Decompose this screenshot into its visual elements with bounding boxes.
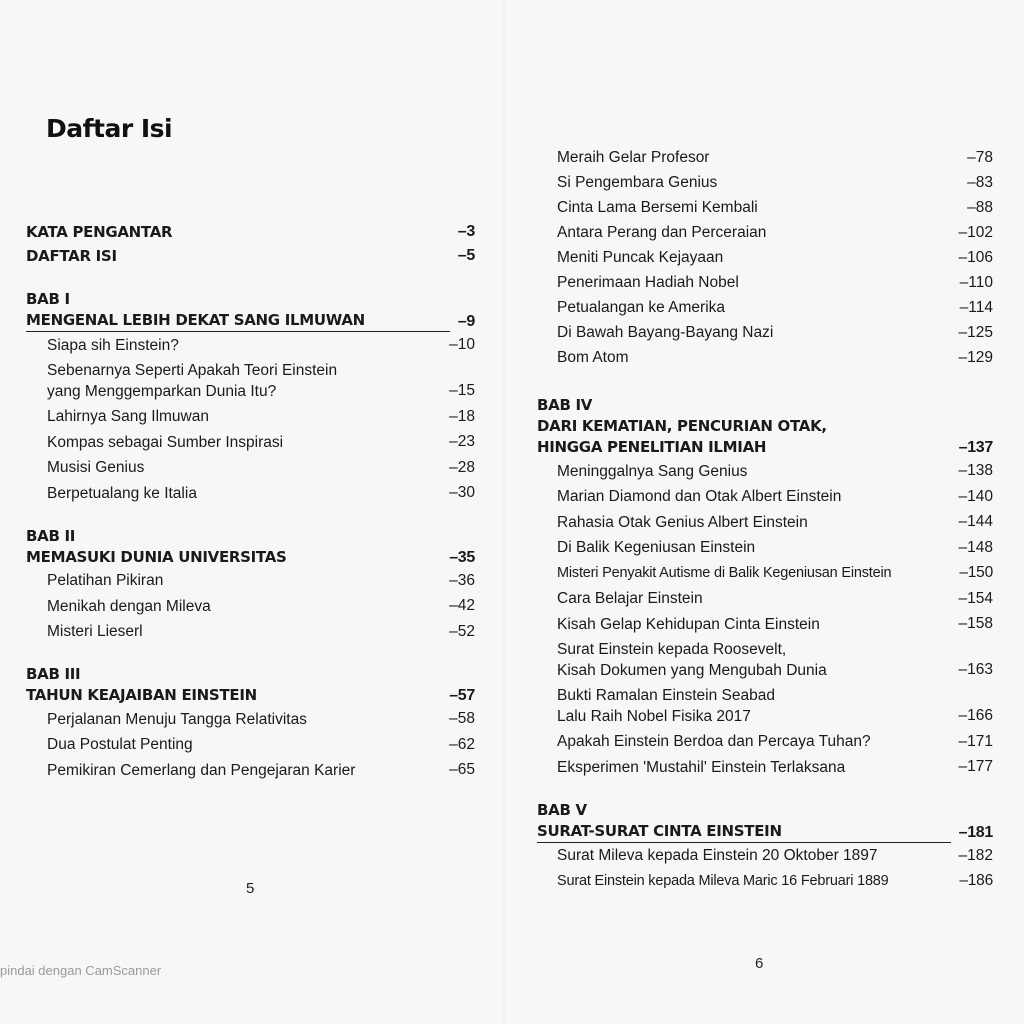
toc-item-label: Bom Atom (557, 349, 629, 366)
chapter-title-page: –9 (457, 313, 475, 330)
toc-item-page: –177 (958, 758, 993, 775)
scanner-watermark: pindai dengan CamScanner (0, 963, 162, 978)
page-number: 5 (246, 880, 255, 897)
toc-item-label: Apakah Einstein Berdoa dan Percaya Tuhan? (557, 733, 871, 750)
toc-item (26, 404, 475, 430)
chapter-number: BAB II (26, 526, 76, 545)
page-title: Daftar Isi (46, 114, 173, 143)
toc-item-page: –158 (958, 615, 993, 632)
toc-item-page: –144 (958, 513, 993, 530)
toc-item-page: –186 (959, 872, 993, 889)
toc-item-page: –182 (958, 846, 993, 864)
chapter-number: BAB I (26, 290, 70, 308)
toc-item (537, 220, 993, 245)
toc-item (537, 586, 993, 612)
right-page (505, 0, 1024, 1024)
chapter-number: BAB III (26, 665, 81, 683)
toc-item-page: –166 (958, 707, 993, 724)
chapter-title-label: MEMASUKI DUNIA UNIVERSITAS (26, 547, 287, 566)
chapter-title (26, 685, 475, 706)
toc-item (537, 535, 993, 561)
toc-item (26, 455, 475, 481)
toc-item-label: Marian Diamond dan Otak Albert Einstein (557, 488, 842, 505)
chapter-title-page: –137 (958, 439, 993, 456)
toc-item-label: Lahirnya Sang Ilmuwan (47, 408, 209, 425)
toc-item (537, 145, 993, 170)
toc-item-label: Surat Einstein kepada Roosevelt, Kisah Dokumen yang Mengubah Dunia (557, 640, 827, 679)
toc-item-page: –129 (958, 349, 993, 366)
toc-item (26, 568, 475, 594)
toc-entry-page: –3 (457, 223, 475, 240)
toc-front-entry (26, 220, 475, 244)
chapter-block (26, 663, 475, 783)
toc-item-page: –125 (958, 324, 993, 341)
toc-item-page: –163 (958, 661, 993, 678)
toc-item-label: Petualangan ke Amerika (557, 299, 726, 316)
toc-right (537, 145, 993, 894)
chapter-title (26, 547, 475, 568)
toc-item-label: Surat Einstein kepada Mileva Maric 16 Februari 1889 (557, 872, 889, 889)
left-page (0, 0, 505, 1024)
toc-item (537, 560, 993, 586)
toc-item-label: Berpetualang ke Italia (47, 484, 197, 502)
chapter-title-page: –57 (449, 687, 475, 704)
chapter-number: BAB V (537, 800, 587, 819)
toc-item-label: Si Pengembara Genius (557, 174, 718, 191)
toc-entry-label: KATA PENGANTAR (26, 223, 173, 241)
toc-item (537, 195, 993, 220)
toc-item-page: –58 (449, 710, 475, 727)
toc-item-page: –83 (967, 174, 993, 191)
chapter-title-label: DARI KEMATIAN, PENCURIAN OTAK, HINGGA PENELITIAN ILMIAH (537, 417, 827, 456)
toc-item (26, 593, 475, 619)
toc-item-label: Di Balik Kegeniusan Einstein (557, 539, 756, 556)
chapter-block (26, 525, 475, 645)
chapter-title-label: SURAT-SURAT CINTA EINSTEIN (537, 821, 951, 843)
toc-item-page: –65 (449, 761, 475, 778)
toc-item-page: –140 (958, 487, 993, 505)
toc-item-label: Perjalanan Menuju Tangga Relativitas (47, 710, 307, 728)
toc-item-page: –154 (958, 589, 993, 607)
toc-item-label: Meninggalnya Sang Genius (557, 462, 748, 480)
toc-item (26, 429, 475, 455)
toc-item (537, 345, 993, 370)
toc-item-page: –88 (967, 199, 993, 216)
toc-item-label: Kisah Gelap Kehidupan Cinta Einstein (557, 615, 820, 633)
toc-item-label: Musisi Genius (47, 459, 145, 476)
toc-item (537, 637, 993, 683)
toc-item-label: Cinta Lama Bersemi Kembali (557, 199, 758, 216)
toc-item-page: –78 (967, 149, 993, 166)
toc-item-label: Pemikiran Cemerlang dan Pengejaran Karier (47, 761, 356, 779)
toc-item (537, 295, 993, 320)
toc-item-label: Meraih Gelar Profesor (557, 149, 710, 166)
chapter-block (26, 288, 475, 506)
toc-left (26, 220, 475, 783)
toc-item-label: Meniti Puncak Kejayaan (557, 249, 724, 266)
toc-entry-page: –5 (457, 247, 475, 264)
toc-item (537, 729, 993, 755)
toc-item-page: –102 (958, 224, 993, 241)
chapter-title-page: –181 (958, 823, 993, 841)
toc-item-page: –150 (959, 564, 993, 581)
toc-item-page: –30 (449, 484, 475, 501)
toc-item-label: Bukti Ramalan Einstein Seabad Lalu Raih Nobel Fisika 2017 (557, 686, 775, 725)
toc-item (537, 868, 993, 894)
toc-item-page: –36 (449, 571, 475, 589)
toc-item (537, 843, 993, 869)
chapter-title (537, 416, 993, 458)
page-number: 6 (755, 955, 764, 972)
toc-item (26, 480, 475, 506)
toc-item (26, 732, 475, 758)
chapter-title-label: MENGENAL LEBIH DEKAT SANG ILMUWAN (26, 310, 450, 332)
toc-item-label: Sebenarnya Seperti Apakah Teori Einstein yang Menggemparkan Dunia Itu? (47, 361, 338, 400)
toc-item-page: –171 (958, 732, 993, 750)
toc-item-page: –62 (449, 735, 475, 753)
toc-item-label: Rahasia Otak Genius Albert Einstein (557, 513, 808, 531)
toc-item-label: Kompas sebagai Sumber Inspirasi (47, 433, 284, 451)
toc-item-label: Menikah dengan Mileva (47, 597, 211, 615)
toc-item-page: –28 (449, 458, 475, 476)
toc-entry-label: DAFTAR ISI (26, 247, 117, 265)
toc-item-label: Dua Postulat Penting (47, 736, 193, 753)
chapter-block (537, 394, 993, 780)
toc-item-page: –110 (959, 274, 993, 291)
toc-item (26, 757, 475, 783)
chapter-title-label: TAHUN KEAJAIBAN EINSTEIN (26, 686, 257, 704)
toc-item-label: Antara Perang dan Perceraian (557, 224, 767, 241)
toc-item (537, 509, 993, 535)
toc-item-label: Surat Mileva kepada Einstein 20 Oktober 1897 (557, 847, 878, 864)
toc-item (26, 358, 475, 404)
toc-item-label: Pelatihan Pikiran (47, 572, 164, 589)
chapter-block (537, 799, 993, 894)
chapter-title-page: –35 (449, 548, 475, 566)
continued-items (537, 145, 993, 370)
toc-item-label: Cara Belajar Einstein (557, 590, 703, 607)
toc-item (26, 706, 475, 732)
toc-item (537, 683, 993, 729)
toc-item (537, 270, 993, 295)
toc-item-page: –148 (958, 538, 993, 556)
toc-item (537, 458, 993, 484)
toc-item (537, 754, 993, 780)
toc-item (537, 320, 993, 345)
chapter-number: BAB IV (537, 396, 593, 414)
toc-item (537, 245, 993, 270)
toc-item (26, 619, 475, 645)
toc-item (26, 332, 475, 358)
toc-item-page: –42 (449, 597, 475, 614)
toc-item-label: Misteri Lieserl (47, 623, 143, 640)
toc-item-page: –15 (449, 382, 475, 399)
toc-front-entry (26, 244, 475, 268)
toc-item-page: –138 (958, 462, 993, 479)
toc-item-page: –10 (449, 336, 475, 353)
toc-item-page: –18 (449, 407, 475, 425)
toc-item-label: Eksperimen 'Mustahil' Einstein Terlaksana (557, 758, 846, 776)
toc-item-label: Misteri Penyakit Autisme di Balik Kegeniusan Einstein (557, 564, 892, 581)
toc-item-label: Siapa sih Einstein? (47, 336, 179, 354)
toc-item-page: –106 (958, 249, 993, 266)
toc-item (537, 170, 993, 195)
toc-item-label: Di Bawah Bayang-Bayang Nazi (557, 324, 774, 341)
toc-item-label: Penerimaan Hadiah Nobel (557, 274, 739, 291)
toc-item-page: –52 (449, 622, 475, 640)
chapter-title (26, 310, 475, 332)
toc-item-page: –23 (449, 433, 475, 450)
toc-item-page: –114 (959, 299, 993, 316)
chapter-title (537, 821, 993, 843)
toc-item (537, 611, 993, 637)
toc-item (537, 484, 993, 510)
